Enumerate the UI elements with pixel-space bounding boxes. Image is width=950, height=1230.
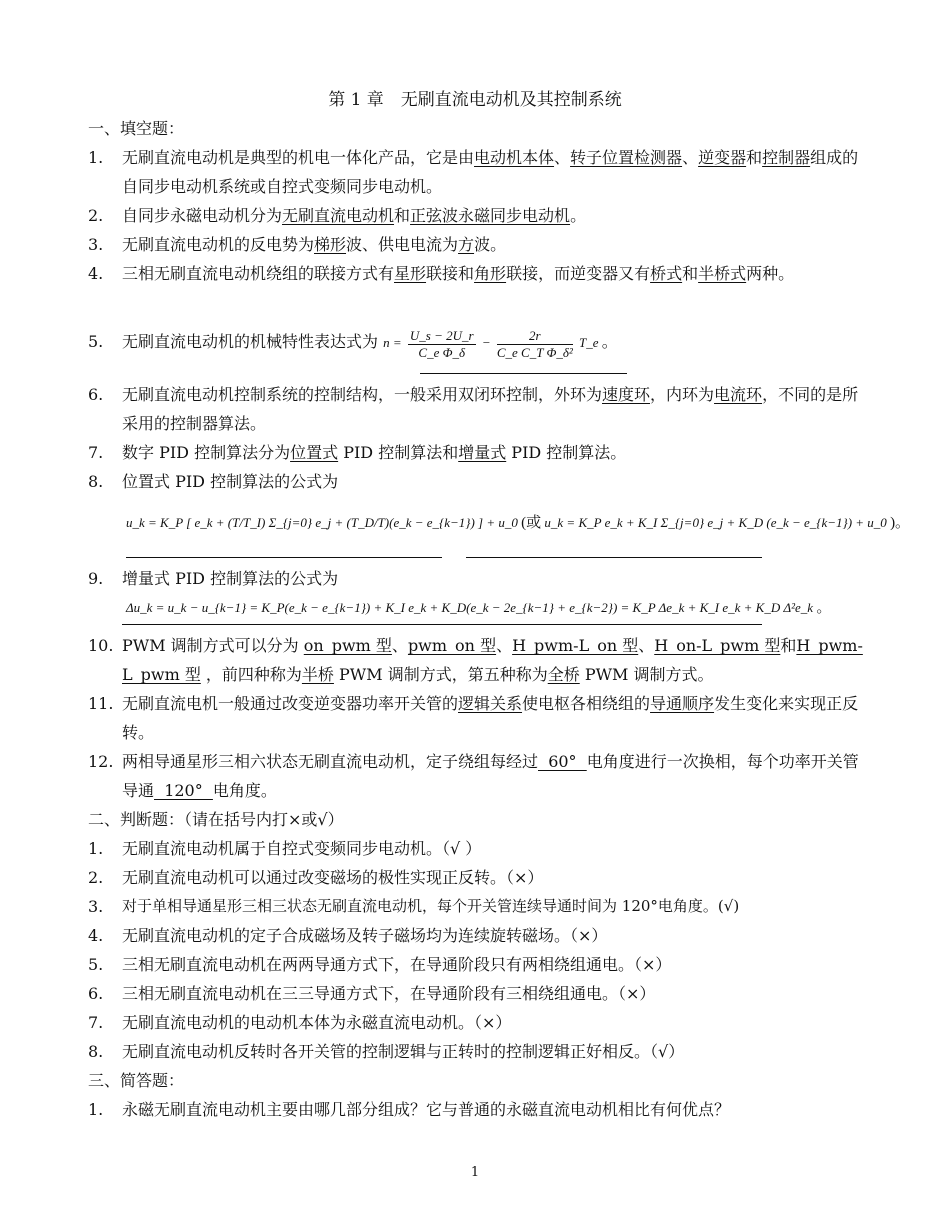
question-text: 无刷直流电动机的机械特性表达式为 n = $\frac{U\_s - 2U\_r}{\text{C\_e Φ\_δ}}$ − $\frac{2r}{\text{C\_e C\_T Φ\_δ²}}$ T_e 。 xyxy=(122,327,618,360)
answer-blank: 星形 xyxy=(394,264,427,283)
question-number: 7. xyxy=(88,443,104,462)
question-text: 无刷直流电机一般通过改变逆变器功率开关管的逻辑关系使电枢各相绕组的导通顺序发生变化来实现正反转。 xyxy=(122,694,859,742)
answer-blank: 导通顺序 xyxy=(650,694,715,713)
answer-blank: pwm_on 型 xyxy=(407,636,497,655)
answer-blank: 角形 xyxy=(474,264,507,283)
answer-blank: 方 xyxy=(458,235,475,254)
question-1-8 xyxy=(88,467,868,496)
answer-blank: 转子位置检测器 xyxy=(570,148,683,167)
judgement-3 xyxy=(88,892,878,921)
question-text: 无刷直流电动机属于自控式变频同步电动机。（√ ） xyxy=(122,839,482,858)
short-answer-1 xyxy=(88,1095,868,1124)
question-number: 8. xyxy=(88,472,104,491)
question-number: 4. xyxy=(88,926,104,945)
question-number: 1. xyxy=(88,839,104,858)
question-1-6 xyxy=(88,380,868,438)
formula-underline xyxy=(126,557,442,558)
question-text: PWM 调制方式可以分为 on_pwm 型、pwm_on 型、H_pwm-L_on 型、H_on-L_pwm 型和H_pwm-L_pwm 型 ，前四种称为半桥 PWM 调制方式，第五种称为全桥 PWM 调制方式。 xyxy=(122,636,863,684)
section-heading-fill-blank: 一、填空题： xyxy=(88,119,185,138)
question-text: 永磁无刷直流电动机主要由哪几部分组成？它与普通的永磁直流电动机相比有何优点？ xyxy=(122,1100,731,1119)
question-1-4 xyxy=(88,259,868,288)
question-text: 无刷直流电动机反转时各开关管的控制逻辑与正转时的控制逻辑正好相反。（√） xyxy=(122,1042,685,1061)
page-number: 1 xyxy=(470,1165,480,1180)
judgement-8 xyxy=(88,1037,868,1066)
question-text: 无刷直流电动机可以通过改变磁场的极性实现正反转。（×） xyxy=(122,868,544,887)
question-1-12 xyxy=(88,747,868,805)
question-text: 数字 PID 控制算法分为位置式 PID 控制算法和增量式 PID 控制算法。 xyxy=(122,443,627,462)
question-1-7 xyxy=(88,438,868,467)
answer-blank: 逻辑关系 xyxy=(458,694,523,713)
question-text: 自同步永磁电动机分为无刷直流电动机和正弦波永磁同步电动机。 xyxy=(122,206,587,225)
question-text: 无刷直流电动机的反电势为梯形波、供电电流为方波。 xyxy=(122,235,507,254)
answer-blank: 电动机本体 xyxy=(474,148,555,167)
question-number: 1. xyxy=(88,148,104,167)
answer-blank: H_pwm-L_on 型 xyxy=(512,636,639,655)
question-number: 5. xyxy=(88,955,104,974)
question-text: 无刷直流电动机的定子合成磁场及转子磁场均为连续旋转磁场。（×） xyxy=(122,926,608,945)
question-1-11 xyxy=(88,689,868,747)
judgement-4 xyxy=(88,921,868,950)
question-number: 1. xyxy=(88,1100,104,1119)
judgement-7 xyxy=(88,1008,868,1037)
judgement-1 xyxy=(88,834,868,863)
answer-blank: on_pwm 型 xyxy=(303,636,392,655)
question-text: 无刷直流电动机控制系统的控制结构，一般采用双闭环控制，外环为速度环，内环为电流环，不同的是所采用的控制器算法。 xyxy=(122,385,859,433)
answer-blank: 半桥 xyxy=(301,665,334,684)
question-text: 增量式 PID 控制算法的公式为 xyxy=(122,569,339,588)
answer-blank: 位置式 xyxy=(290,443,339,462)
question-number: 8. xyxy=(88,1042,104,1061)
formula-underline xyxy=(122,624,762,625)
question-number: 12. xyxy=(88,752,114,771)
answer-blank: 桥式 xyxy=(650,264,683,283)
answer-blank: H_pwm-L_pwm 型 xyxy=(122,636,863,684)
answer-blank: 控制器 xyxy=(762,148,811,167)
question-1-2 xyxy=(88,201,868,230)
question-1-1 xyxy=(88,143,868,201)
question-text: 两相导通星形三相六状态无刷直流电动机，定子绕组每经过 60° 电角度进行一次换相，每个功率开关管导通 120° 电角度。 xyxy=(122,752,859,800)
question-number: 7. xyxy=(88,1013,104,1032)
answer-blank: 速度环 xyxy=(602,385,651,404)
question-text: 三相无刷直流电动机在两两导通方式下，在导通阶段只有两相绕组通电。（×） xyxy=(122,955,672,974)
answer-blank: 无刷直流电动机 xyxy=(282,206,395,225)
question-number: 2. xyxy=(88,206,104,225)
question-number: 6. xyxy=(88,385,104,404)
answer-blank: 半桥式 xyxy=(698,264,747,283)
answer-blank: 逆变器 xyxy=(698,148,747,167)
incremental-pid-formula: Δu_k = u_k − u_{k−1} = K_P(e_k − e_{k−1}) + K_I e_k + K_D(e_k − 2e_{k−1} + e_{k−2}) = K_P Δe_k + K_I e_k + K_D Δ²e_k 。 xyxy=(126,600,832,616)
question-text: 三相无刷直流电动机在三三导通方式下，在导通阶段有三相绕组通电。（×） xyxy=(122,984,656,1003)
question-number: 5. xyxy=(88,332,104,351)
chapter-title: 第 1 章 无刷直流电动机及其控制系统 xyxy=(328,90,622,110)
question-text: 无刷直流电动机是典型的机电一体化产品，它是由电动机本体、转子位置检测器、逆变器和控制器组成的自同步电动机系统或自控式变频同步电动机。 xyxy=(122,148,859,196)
answer-blank: 电流环 xyxy=(714,385,763,404)
answer-blank: 增量式 xyxy=(458,443,507,462)
question-number: 11. xyxy=(88,694,114,713)
question-number: 9. xyxy=(88,569,104,588)
question-1-3 xyxy=(88,230,868,259)
question-1-10 xyxy=(88,631,868,689)
question-text: 位置式 PID 控制算法的公式为 xyxy=(122,472,339,491)
position-pid-formula: u_k = K_P [ e_k + (T/T_I) Σ_{j=0} e_j + (T_D/T)(e_k − e_{k−1}) ] + u_0 (或 u_k = K_P e_k + K_I Σ_{j=0} e_j + K_D (e_k − e_{k−1}) + u_0 )。 xyxy=(126,515,911,531)
answer-blank: 全桥 xyxy=(547,665,580,684)
answer-blank: 正弦波永磁同步电动机 xyxy=(410,206,571,225)
question-1-9 xyxy=(88,564,868,593)
question-number: 2. xyxy=(88,868,104,887)
judgement-6 xyxy=(88,979,868,1008)
section-heading-true-false: 二、判断题：（请在括号内打×或√） xyxy=(88,810,344,829)
question-number: 6. xyxy=(88,984,104,1003)
question-text: 无刷直流电动机的电动机本体为永磁直流电动机。（×） xyxy=(122,1013,512,1032)
question-number: 10. xyxy=(88,636,114,655)
answer-blank: 60° xyxy=(538,752,587,771)
formula-underline xyxy=(420,373,627,374)
section-heading-short-answer: 三、简答题： xyxy=(88,1071,185,1090)
question-number: 3. xyxy=(88,897,104,916)
question-1-5 xyxy=(88,327,868,361)
answer-blank: 120° xyxy=(154,781,213,800)
judgement-5 xyxy=(88,950,868,979)
question-text: 三相无刷直流电动机绕组的联接方式有星形联接和角形联接，而逆变器又有桥式和半桥式两种。 xyxy=(122,264,795,283)
answer-blank: H_on-L_pwm 型 xyxy=(654,636,781,655)
judgement-2 xyxy=(88,863,868,892)
answer-blank: 梯形 xyxy=(314,235,347,254)
question-number: 4. xyxy=(88,264,104,283)
question-text: 对于单相导通星形三相三状态无刷直流电动机，每个开关管连续导通时间为 120°电角度。(√) xyxy=(122,897,740,915)
question-number: 3. xyxy=(88,235,104,254)
formula-underline xyxy=(466,557,762,558)
mechanical-characteristic-formula: n = $\frac{U\_s - 2U\_r}{\text{C\_e Φ\_δ}}$ − $\frac{2r}{\text{C\_e C\_T Φ\_δ²}}$ T_e xyxy=(383,327,599,360)
